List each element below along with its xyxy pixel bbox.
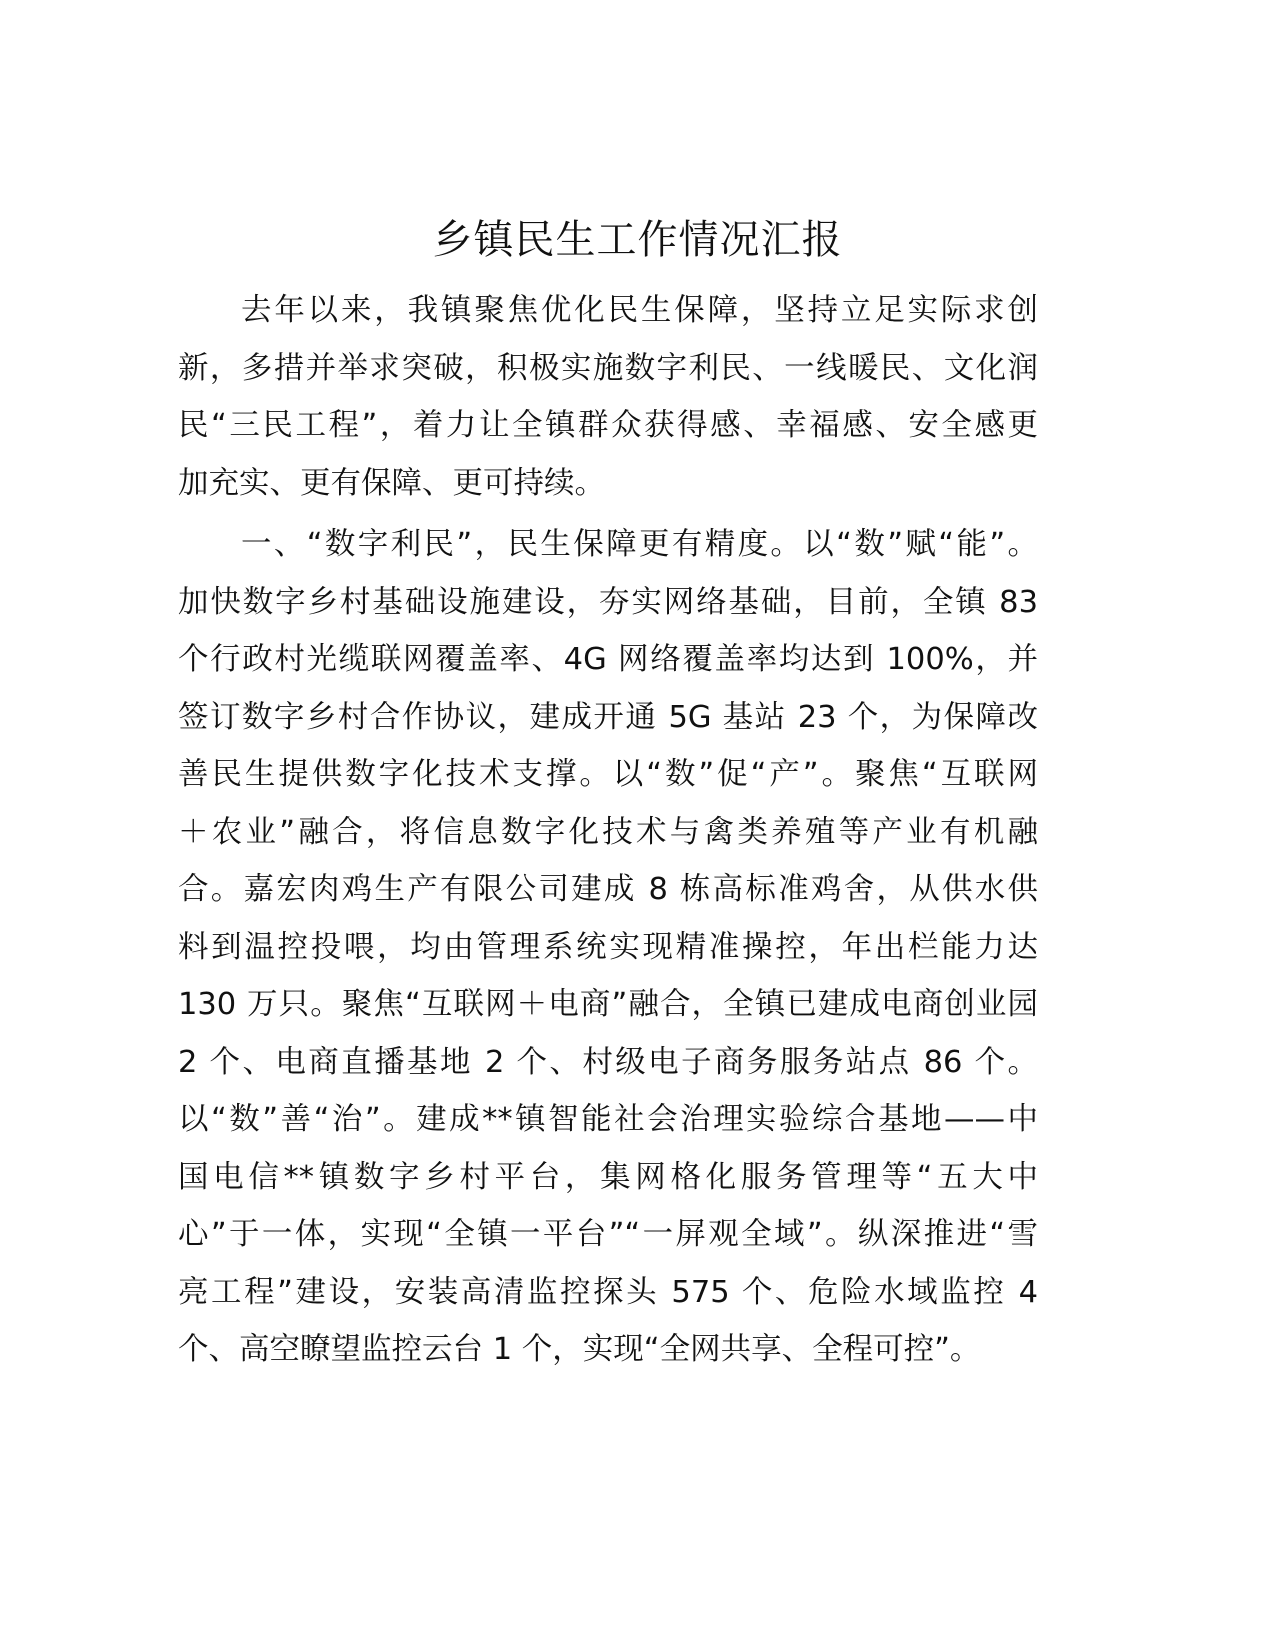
text-line: 130 万只。聚焦“互联网＋电商”融合，全镇已建成电商创业园: [178, 987, 1038, 1022]
text-line: 合。嘉宏肉鸡生产有限公司建成 8 栋高标准鸡舍，从供水供: [178, 872, 1038, 907]
text-line: 以“数”善“治”。建成**镇智能社会治理实验综合基地——中: [178, 1102, 1038, 1137]
text-line: 去年以来，我镇聚焦优化民生保障，坚持立足实际求创: [241, 293, 1038, 328]
text-line: 国电信**镇数字乡村平台，集网格化服务管理等“五大中: [178, 1159, 1038, 1195]
text-line: 民“三民工程”，着力让全镇群众获得感、幸福感、安全感更: [178, 408, 1038, 443]
text-line: 个、高空瞭望监控云台 1 个，实现“全网共享、全程可控”。: [178, 1332, 981, 1367]
paragraph-intro: [178, 282, 1038, 512]
text-line: 亮工程”建设，安装高清监控探头 575 个、危险水域监控 4: [178, 1274, 1038, 1310]
text-line: 新，多措并举求突破，积极实施数字利民、一线暖民、文化润: [178, 350, 1038, 386]
text-line: 签订数字乡村合作协议，建成开通 5G 基站 23 个，为保障改: [178, 699, 1038, 735]
text-line: ＋农业”融合，将信息数字化技术与禽类养殖等产业有机融: [178, 814, 1038, 850]
text-line: 加快数字乡村基础设施建设，夯实网络基础，目前，全镇 83: [178, 584, 1038, 620]
text-line: 2 个、电商直播基地 2 个、村级电子商务服务站点 86 个。: [178, 1044, 1038, 1080]
text-line: 个行政村光缆联网覆盖率、4G 网络覆盖率均达到 100%，并: [178, 642, 1038, 677]
text-line: 善民生提供数字化技术支撑。以“数”促“产”。聚焦“互联网: [178, 757, 1038, 792]
text-line: 心”于一体，实现“全镇一平台”“一屏观全域”。纵深推进“雪: [178, 1217, 1038, 1252]
text-line: 料到温控投喂，均由管理系统实现精准操控，年出栏能力达: [178, 929, 1038, 965]
paragraph-section-1: [178, 516, 1038, 1379]
document-title: 乡镇民生工作情况汇报: [432, 217, 843, 263]
text-line: 加充实、更有保障、更可持续。: [178, 465, 605, 501]
text-line: 一、“数字利民”，民生保障更有精度。以“数”赋“能”。: [241, 527, 1038, 562]
